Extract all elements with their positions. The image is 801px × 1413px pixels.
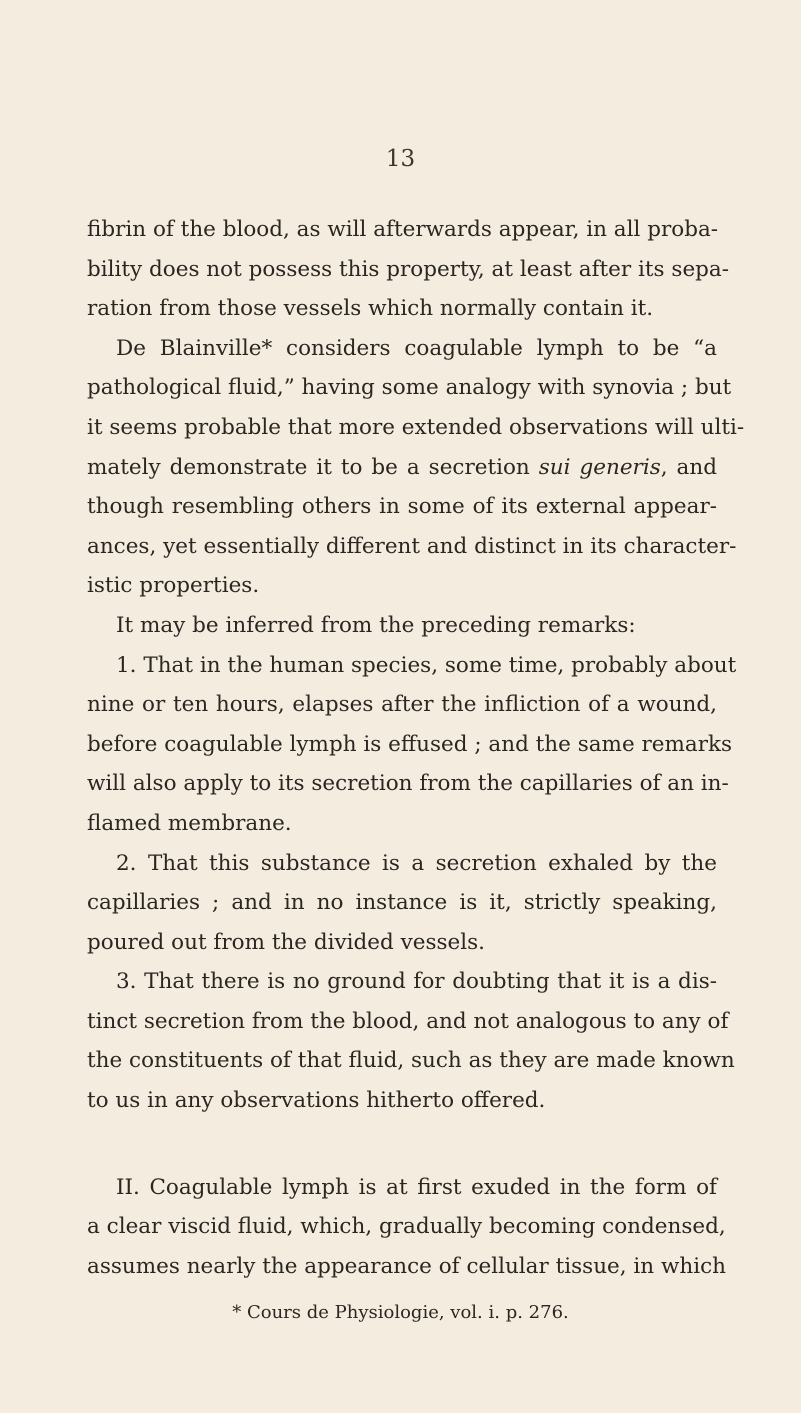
text-line: it seems probable that more extended observations will ulti- bbox=[87, 414, 745, 440]
text-line: 1. That in the human species, some time, probably about bbox=[116, 652, 737, 678]
text-line bbox=[87, 448, 717, 488]
text-line: istic properties. bbox=[87, 573, 260, 599]
text-line: though resembling others in some of its external appear- bbox=[87, 494, 717, 520]
text-line: 3. That there is no ground for doubting that it is a dis- bbox=[116, 969, 717, 995]
text-line: ration from those vessels which normally contain it. bbox=[87, 296, 654, 322]
italic-term: sui generis bbox=[538, 454, 661, 480]
text-line: will also apply to its secretion from the capillaries of an in- bbox=[87, 771, 729, 797]
text-line: II. Coagulable lymph is at first exuded in the form of bbox=[116, 1174, 717, 1200]
page-number: 13 bbox=[385, 146, 416, 172]
section-gap bbox=[87, 1121, 717, 1168]
text-line: De Blainville* considers coagulable lymph to be “a bbox=[116, 335, 717, 361]
text-line: It may be inferred from the preceding remarks: bbox=[116, 612, 636, 638]
text-line: bility does not possess this property, at least after its sepa- bbox=[87, 256, 730, 282]
text-line: pathological fluid,” having some analogy with synovia ; but bbox=[87, 375, 732, 401]
text-fragment: mately demonstrate it to be a secretion bbox=[87, 454, 539, 480]
text-line: assumes nearly the appearance of cellular tissue, in which bbox=[87, 1253, 727, 1279]
body-text bbox=[87, 210, 745, 1286]
text-line: a clear viscid fluid, which, gradually becoming condensed, bbox=[87, 1214, 726, 1240]
text-line: poured out from the divided vessels. bbox=[87, 929, 486, 955]
text-line: 2. That this substance is a secretion exhaled by the bbox=[116, 850, 717, 876]
text-line: tinct secretion from the blood, and not analogous to any of bbox=[87, 1008, 729, 1034]
text-line: to us in any observations hitherto offered. bbox=[87, 1088, 546, 1114]
text-line: nine or ten hours, elapses after the infliction of a wound, bbox=[87, 692, 717, 718]
text-line: ances, yet essentially different and distinct in its character- bbox=[87, 533, 737, 559]
text-line: capillaries ; and in no instance is it, strictly speaking, bbox=[87, 890, 717, 916]
text-line: flamed membrane. bbox=[87, 810, 292, 836]
text-line: fibrin of the blood, as will afterwards appear, in all proba- bbox=[87, 217, 719, 242]
text-fragment: , and bbox=[660, 454, 717, 480]
text-line: before coagulable lymph is effused ; and the same remarks bbox=[87, 731, 733, 757]
footnote: * Cours de Physiologie, vol. i. p. 276. bbox=[232, 1302, 569, 1323]
text-line: the constituents of that fluid, such as they are made known bbox=[87, 1048, 735, 1074]
